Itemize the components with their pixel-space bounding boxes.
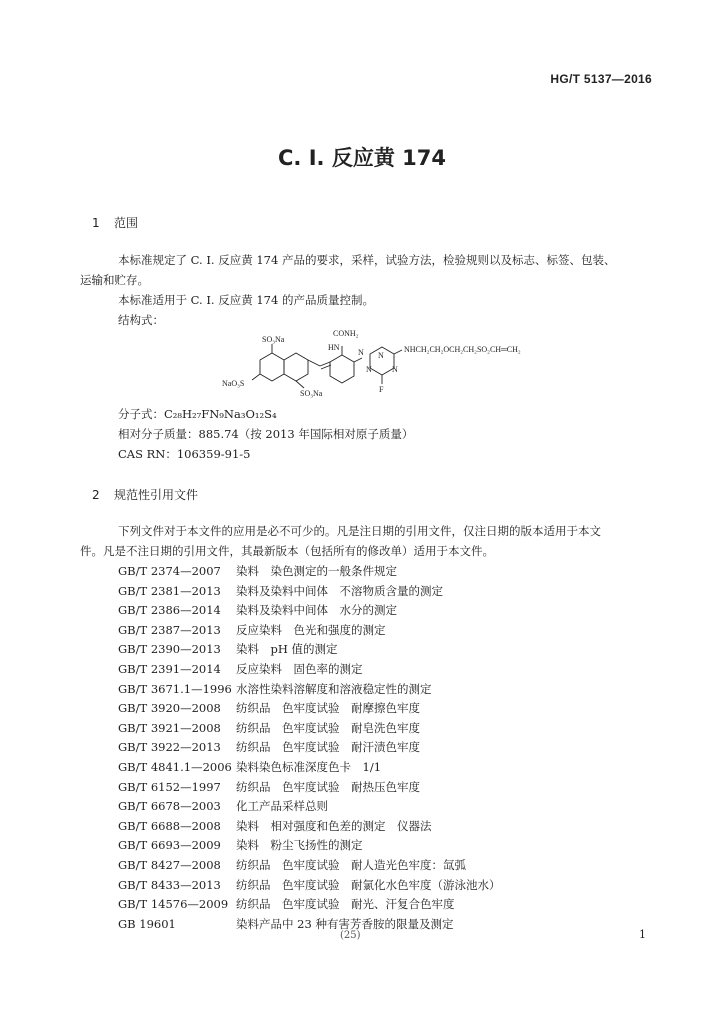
reference-item bbox=[118, 659, 363, 679]
reference-item bbox=[118, 561, 397, 581]
section-1-title: 范围 bbox=[114, 216, 139, 230]
struct-triazine-n3: N bbox=[392, 365, 398, 374]
scope-para-1-line-1: 本标准规定了 C. I. 反应黄 174 产品的要求，采样，试验方法，检验规则以及标志、标签、包装、 bbox=[118, 253, 616, 267]
struct-conh2: CONH₂ bbox=[333, 329, 359, 338]
struct-so3na-top: SO₃Na bbox=[262, 335, 285, 344]
reference-code: GB 19601 bbox=[118, 916, 176, 931]
benzene-ring bbox=[330, 355, 354, 383]
reference-item bbox=[118, 816, 432, 836]
cas-number: CAS RN：106359-91-5 bbox=[118, 447, 251, 461]
reference-item bbox=[118, 620, 386, 640]
reference-code: GB/T 14576—2009 bbox=[118, 897, 229, 912]
reference-code: GB/T 6688—2008 bbox=[118, 818, 221, 833]
references-intro-line-1: 下列文件对于本文件的应用是必不可少的。凡是注日期的引用文件，仅注日期的版本适用于本文 bbox=[118, 524, 601, 538]
reference-code: GB/T 3920—2008 bbox=[118, 701, 221, 716]
reference-title: 反应染料 色光和强度的测定 bbox=[236, 622, 386, 637]
section-1-number: 1 bbox=[92, 216, 100, 230]
reference-code: GB/T 8427—2008 bbox=[118, 858, 221, 872]
reference-code: GB/T 2386—2014 bbox=[118, 603, 221, 618]
reference-item bbox=[118, 757, 381, 777]
structural-formula bbox=[200, 328, 560, 408]
reference-code: GB/T 6152—1997 bbox=[118, 779, 221, 794]
structure-label: 结构式： bbox=[118, 313, 164, 327]
reference-item bbox=[118, 796, 328, 816]
reference-item bbox=[118, 698, 420, 718]
molecular-weight: 相对分子质量：885.74（按 2013 年国际相对原子质量） bbox=[118, 427, 414, 441]
reference-code: GB/T 3671.1—1996 bbox=[118, 681, 232, 696]
struct-fluorine: F bbox=[379, 385, 384, 394]
reference-code: GB/T 2387—2013 bbox=[118, 622, 221, 637]
reference-code: GB/T 2390—2013 bbox=[118, 642, 221, 657]
reference-item bbox=[118, 737, 420, 757]
document-title: C. I. 反应黄 174 bbox=[278, 146, 446, 170]
reference-title: 染料产品中 23 种有害芳香胺的限量及测定 bbox=[236, 916, 454, 931]
reference-title: 纺织品 色牢度试验 耐摩擦色牢度 bbox=[236, 701, 420, 716]
page-number: 1 bbox=[639, 928, 646, 941]
reference-title: 化工产品采样总则 bbox=[236, 799, 328, 814]
struct-nao3s: NaO₃S bbox=[222, 379, 245, 388]
reference-item bbox=[118, 639, 338, 659]
section-2-heading bbox=[92, 486, 198, 503]
reference-item bbox=[118, 581, 443, 601]
reference-code: GB/T 6678—2003 bbox=[118, 799, 221, 814]
section-2-number: 2 bbox=[92, 488, 100, 502]
footer-sequence: (25) bbox=[340, 930, 361, 941]
reference-code: GB/T 3922—2013 bbox=[118, 740, 221, 755]
naphthalene-ring-right bbox=[284, 353, 308, 381]
reference-title: 纺织品 色牢度试验 耐人造光色牢度：氙弧 bbox=[236, 858, 466, 872]
reference-title: 染料 粉尘飞扬性的测定 bbox=[236, 838, 363, 853]
reference-code: GB/T 2374—2007 bbox=[118, 564, 221, 578]
reference-item bbox=[118, 875, 501, 895]
reference-code: GB/T 2381—2013 bbox=[118, 583, 221, 598]
reference-code: GB/T 3921—2008 bbox=[118, 720, 221, 735]
reference-item bbox=[118, 894, 455, 914]
reference-title: 染料染色标准深度色卡 1/1 bbox=[236, 760, 382, 774]
struct-so3na-bottom: SO₃Na bbox=[300, 389, 323, 398]
section-2-title: 规范性引用文件 bbox=[114, 488, 199, 502]
struct-triazine-n1: N bbox=[378, 351, 384, 360]
reference-item bbox=[118, 835, 363, 855]
references-intro-line-2: 件。凡是不注日期的引用文件，其最新版本（包括所有的修改单）适用于本文件。 bbox=[80, 544, 494, 558]
reference-code: GB/T 4841.1—2006 bbox=[118, 760, 232, 774]
reference-title: 染料及染料中间体 不溶物质含量的测定 bbox=[236, 583, 443, 598]
reference-item bbox=[118, 600, 397, 620]
section-1-heading bbox=[92, 214, 138, 231]
reference-code: GB/T 2391—2014 bbox=[118, 662, 221, 676]
reference-title: 纺织品 色牢度试验 耐光、汗复合色牢度 bbox=[236, 897, 455, 912]
reference-title: 纺织品 色牢度试验 耐皂洗色牢度 bbox=[236, 720, 420, 735]
reference-item bbox=[118, 855, 466, 875]
reference-title: 水溶性染料溶解度和溶液稳定性的测定 bbox=[236, 681, 432, 696]
molecular-formula: 分子式：C₂₈H₂₇FN₉Na₃O₁₂S₄ bbox=[118, 407, 277, 421]
reference-title: 反应染料 固色率的测定 bbox=[236, 662, 363, 676]
reference-title: 纺织品 色牢度试验 耐热压色牢度 bbox=[236, 779, 420, 794]
standard-code: HG/T 5137—2016 bbox=[550, 72, 652, 86]
reference-title: 纺织品 色牢度试验 耐氯化水色牢度（游泳池水） bbox=[236, 877, 501, 892]
reference-title: 染料 相对强度和色差的测定 仪器法 bbox=[236, 818, 432, 833]
struct-triazine-n2: N bbox=[366, 365, 372, 374]
reference-code: GB/T 8433—2013 bbox=[118, 877, 221, 892]
struct-n-link: N bbox=[358, 348, 364, 357]
reference-item bbox=[118, 718, 420, 738]
reference-title: 染料及染料中间体 水分的测定 bbox=[236, 603, 397, 618]
reference-code: GB/T 6693—2009 bbox=[118, 838, 221, 853]
scope-para-1-line-2: 运输和贮存。 bbox=[80, 273, 149, 287]
scope-para-2: 本标准适用于 C. I. 反应黄 174 的产品质量控制。 bbox=[118, 293, 374, 307]
struct-hn: HN bbox=[328, 343, 340, 352]
reference-item bbox=[118, 679, 432, 699]
reference-title: 染料 pH 值的测定 bbox=[236, 642, 338, 657]
reference-title: 染料 染色测定的一般条件规定 bbox=[236, 564, 397, 578]
struct-side-chain: NHCH₂CH₂OCH₂CH₂SO₂CH═CH₂ bbox=[404, 345, 521, 354]
reference-item bbox=[118, 777, 420, 797]
reference-item bbox=[118, 914, 453, 934]
naphthalene-ring-left bbox=[260, 353, 284, 381]
reference-title: 纺织品 色牢度试验 耐汗渍色牢度 bbox=[236, 740, 420, 755]
